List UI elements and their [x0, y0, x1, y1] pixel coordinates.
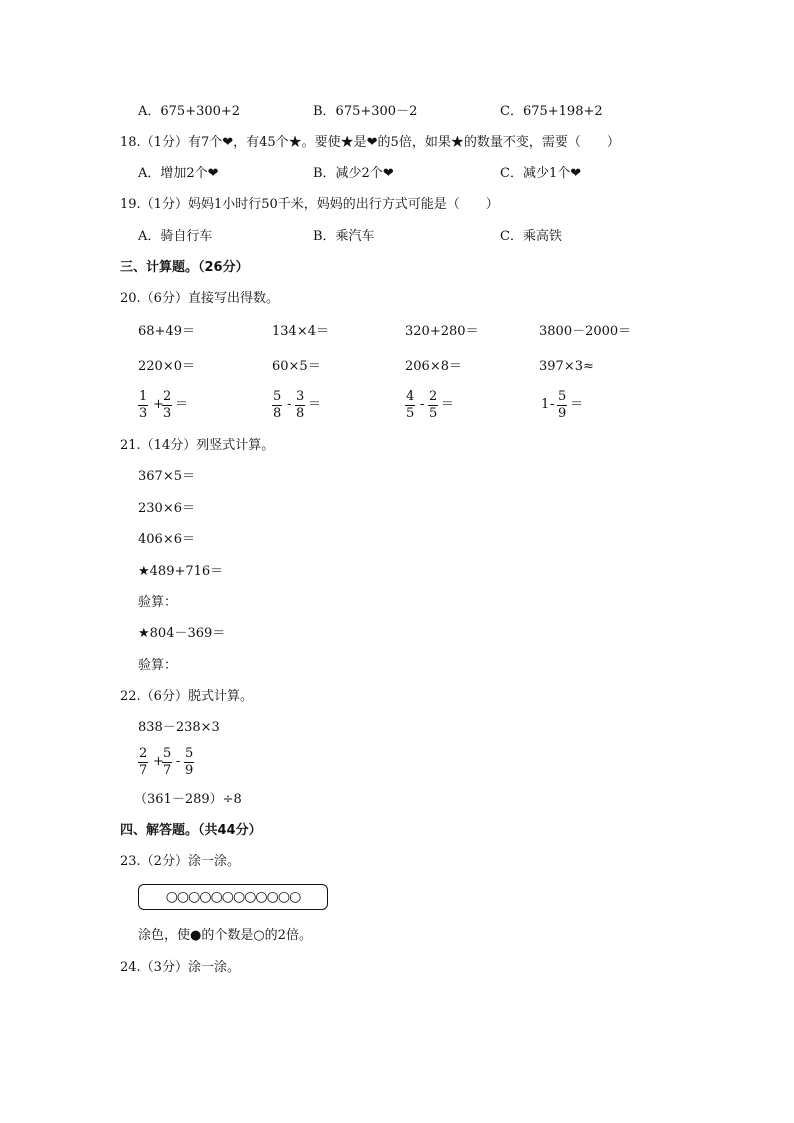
q21-check-label: 验算： — [138, 595, 178, 610]
equals: ＝ — [570, 397, 584, 412]
q20-row1-item: 134×4＝ — [272, 324, 329, 339]
fraction — [184, 747, 194, 778]
q21-item: ★489+716＝ — [138, 564, 224, 579]
q20-row1-item: 3800－2000＝ — [539, 324, 632, 339]
whole-number: 1 — [541, 397, 550, 412]
q18-option-b: B．减少2个❤ — [313, 166, 394, 181]
operator: - — [550, 397, 555, 412]
section-heading-calculation: 三、计算题。（26分） — [120, 260, 249, 275]
circles-row-box — [138, 884, 328, 910]
q20-stem: 20.（6分）直接写出得数。 — [120, 291, 279, 306]
denominator: 8 — [273, 406, 282, 421]
fraction — [557, 390, 567, 421]
q22-expression-3: （361－289）÷8 — [134, 792, 242, 807]
denominator: 5 — [406, 406, 415, 421]
q17-option-b: B．675+300－2 — [313, 104, 418, 119]
q20-row1-item: 320+280＝ — [405, 324, 479, 339]
q22-expression-1: 838－238×3 — [138, 720, 220, 735]
denominator: 9 — [558, 406, 567, 421]
equals: ＝ — [441, 397, 455, 412]
denominator: 3 — [139, 406, 148, 421]
q20-row1-item: 68+49＝ — [138, 324, 195, 339]
numerator: 5 — [185, 746, 194, 761]
q17-option-c: C．675+198+2 — [500, 104, 603, 119]
q21-item: 406×6＝ — [138, 532, 195, 547]
q19-option-a: A．骑自行车 — [138, 229, 213, 244]
operator: - — [287, 397, 292, 412]
fraction — [295, 390, 305, 421]
numerator: 2 — [429, 389, 438, 404]
operator: - — [176, 754, 181, 769]
q23-stem: 23.（2分）涂一涂。 — [120, 854, 240, 869]
operator: + — [153, 754, 164, 769]
q20-row2-item: 60×5＝ — [272, 359, 321, 374]
q21-check-label: 验算： — [138, 658, 178, 673]
numerator: 2 — [139, 746, 148, 761]
q21-item: ★804－369＝ — [138, 626, 226, 641]
denominator: 7 — [163, 763, 172, 778]
fraction — [428, 390, 438, 421]
numerator: 1 — [139, 389, 148, 404]
q18-stem: 18.（1分）有7个❤，有45个★。要使★是❤的5倍，如果★的数量不变，需要（ ） — [120, 135, 620, 150]
numerator: 5 — [273, 389, 282, 404]
q18-option-c: C．减少1个❤ — [500, 166, 582, 181]
denominator: 5 — [429, 406, 438, 421]
fraction — [162, 747, 172, 778]
q23-instruction: 涂色，使●的个数是○的2倍。 — [138, 928, 312, 943]
equals: ＝ — [175, 397, 189, 412]
fraction — [138, 390, 148, 421]
denominator: 8 — [296, 406, 305, 421]
q21-item: 367×5＝ — [138, 469, 195, 484]
numerator: 4 — [406, 389, 415, 404]
q20-row2-item: 397×3≈ — [539, 359, 594, 374]
numerator: 5 — [558, 389, 567, 404]
q18-option-a: A．增加2个❤ — [138, 166, 219, 181]
q21-item: 230×6＝ — [138, 501, 195, 516]
q21-stem: 21.（14分）列竖式计算。 — [120, 438, 275, 453]
denominator: 9 — [185, 763, 194, 778]
numerator: 3 — [296, 389, 305, 404]
operator: - — [420, 397, 425, 412]
q19-option-b: B．乘汽车 — [313, 229, 375, 244]
q20-row2-item: 206×8＝ — [405, 359, 462, 374]
numerator: 5 — [163, 746, 172, 761]
section-heading-word-problems: 四、解答题。（共44分） — [120, 823, 262, 838]
q19-option-c: C．乘高铁 — [500, 229, 562, 244]
q19-stem: 19.（1分）妈妈1小时行50千米，妈妈的出行方式可能是（ ） — [120, 197, 499, 212]
equals: ＝ — [308, 397, 322, 412]
fraction — [138, 747, 148, 778]
fraction — [162, 390, 172, 421]
circles-row: ○○○○○○○○○○○○ — [165, 889, 301, 905]
q17-option-a: A．675+300+2 — [138, 104, 241, 119]
q24-stem: 24.（3分）涂一涂。 — [120, 960, 240, 975]
denominator: 7 — [139, 763, 148, 778]
q20-row2-item: 220×0＝ — [138, 359, 195, 374]
q22-stem: 22.（6分）脱式计算。 — [120, 689, 253, 704]
numerator: 2 — [163, 389, 172, 404]
fraction — [405, 390, 415, 421]
operator: + — [153, 397, 164, 412]
denominator: 3 — [163, 406, 172, 421]
fraction — [272, 390, 282, 421]
